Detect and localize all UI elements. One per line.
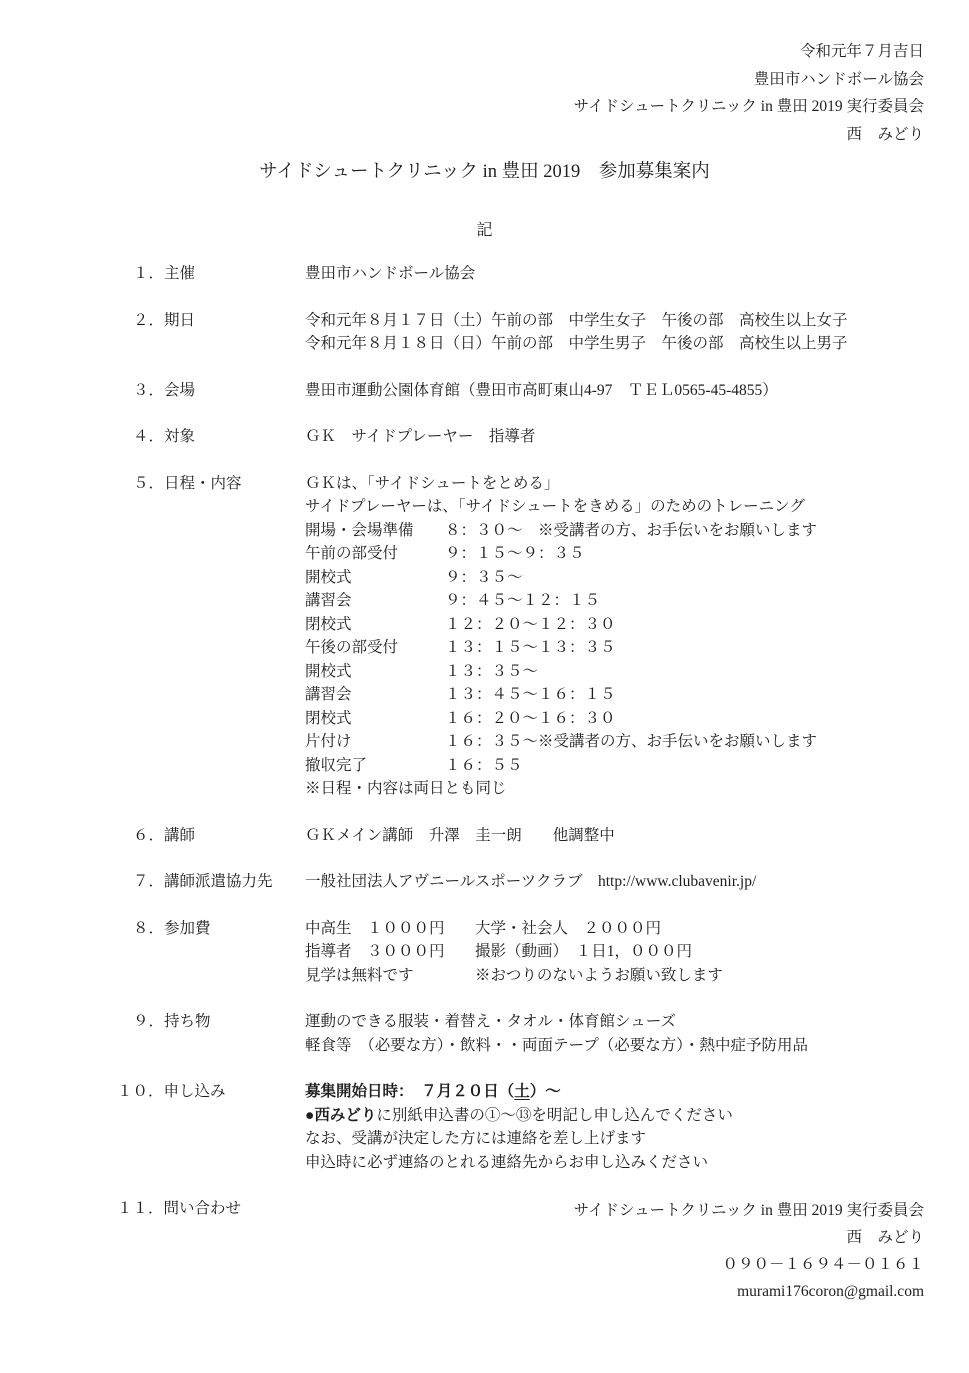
item-number: ７． — [133, 873, 165, 890]
schedule-time: ９：４５～１２：１５ — [445, 592, 601, 609]
schedule-activity: 閉校式 — [305, 709, 352, 727]
item-belongings — [0, 1010, 969, 1057]
schedule-row — [305, 636, 969, 660]
schedule-time: １３：１５～１３：３５ — [445, 639, 616, 656]
item-venue — [0, 379, 969, 403]
item-target — [0, 425, 969, 449]
committee-line: サイドシュートクリニック in 豊田 2019 実行委員会 — [573, 98, 924, 115]
schedule-activity: 閉校式 — [305, 615, 352, 633]
schedule-row — [305, 660, 969, 684]
fee-row — [305, 940, 969, 964]
section-marker-ki: 記 — [476, 222, 493, 239]
schedule-activity: 撤収完了 — [305, 756, 368, 774]
website-url: http://www.clubavenir.jp/ — [597, 873, 757, 890]
fee-coaches: 指導者 ３０００円 — [305, 943, 445, 960]
dates-line-1: 令和元年８月１７日（土）午前の部 中学生女子 午後の部 高校生以上女子 — [305, 311, 848, 329]
item-label: 対象 — [164, 428, 196, 445]
item-label: 参加費 — [164, 919, 211, 937]
schedule-row — [305, 754, 969, 778]
item-label: 主催 — [164, 265, 196, 282]
item-number: ２． — [133, 311, 165, 329]
schedule-time: ８：３０～ ※受講者の方、お手伝いをお願いします — [445, 521, 818, 539]
item-number: ８． — [133, 919, 165, 937]
fee-students: 中高生 １０００円 — [305, 919, 445, 937]
item-number: ６． — [133, 826, 165, 844]
schedule-activity: 午後の部受付 — [305, 639, 399, 656]
venue-value: 豊田市運動公園体育館（豊田市高町東山4-97 ＴＥＬ0565-45-4855） — [305, 381, 778, 399]
schedule-time: １２：２０～１２：３０ — [445, 615, 616, 633]
schedule-activity: 開場・会場準備 — [305, 521, 414, 539]
schedule-time: １３：４５～１６：１５ — [445, 686, 616, 703]
item-label: 講師派遣協力先 — [164, 873, 273, 890]
item-label: 講師 — [164, 826, 196, 844]
belongings-line-2: 軽食等 （必要な方）・飲料・・両面テープ（必要な方）・熱中症予防用品 — [305, 1036, 808, 1054]
schedule-time: ９：１５～９：３５ — [445, 545, 585, 562]
item-number: ９． — [133, 1013, 165, 1030]
fee-video: 撮影（動画） １日1，０００円 — [475, 943, 693, 960]
sender-block — [574, 38, 924, 148]
cooperation-org: 一般社団法人アヴニールスポーツクラブ — [305, 873, 583, 890]
application-start-line: 募集開始日時： ７月２０日（土）～ — [305, 1083, 561, 1100]
item-number: １． — [133, 265, 165, 282]
fee-change-note: ※おつりのないようお願い致します — [475, 966, 723, 984]
target-value: ＧＫ サイドプレーヤー 指導者 — [305, 428, 536, 445]
item-number: １１． — [117, 1200, 164, 1217]
organization-line: 豊田市ハンドボール協会 — [753, 70, 924, 88]
item-cooperation — [0, 870, 969, 894]
fee-spectators: 見学は無料です — [305, 966, 414, 984]
item-number: ５． — [133, 474, 165, 492]
schedule-time: １６：５５ — [445, 756, 523, 774]
schedule-row — [305, 589, 969, 613]
item-label: 持ち物 — [164, 1013, 211, 1030]
item-number: ３． — [133, 381, 165, 399]
application-note-2: 申込時に必ず連絡のとれる連絡先からお申し込みください — [305, 1153, 709, 1171]
contact-phone: ０９０－１６９４－０１６１ — [722, 1256, 924, 1273]
schedule-time: １６：２０～１６：３０ — [445, 709, 616, 727]
schedule-time: ９：３５～ — [445, 568, 523, 586]
schedule-activity: 開校式 — [305, 662, 352, 680]
fee-adults: 大学・社会人 ２０００円 — [475, 919, 662, 937]
schedule-row — [305, 542, 969, 566]
schedule-activity: 開校式 — [305, 568, 352, 586]
instructors-value: ＧＫメイン講師 升澤 圭一朗 他調整中 — [305, 826, 615, 844]
sender-name: 西 みどり — [846, 125, 924, 143]
item-host — [0, 262, 969, 286]
item-label: 問い合わせ — [163, 1200, 242, 1217]
schedule-time: １３：３５～ — [445, 662, 539, 680]
belongings-line-1: 運動のできる服装・着替え・タオル・体育館シューズ — [305, 1013, 676, 1030]
item-fees — [0, 917, 969, 988]
item-label: 会場 — [164, 381, 196, 399]
schedule-row — [305, 730, 969, 754]
item-application — [0, 1080, 969, 1174]
item-label: 日程・内容 — [164, 474, 242, 492]
start-day-underlined: 土 — [514, 1083, 530, 1100]
schedule-row — [305, 707, 969, 731]
schedule-note: ※日程・内容は両日とも同じ — [305, 780, 507, 797]
schedule-activity: 講習会 — [305, 686, 352, 703]
item-number: ４． — [133, 428, 165, 445]
schedule-row — [305, 566, 969, 590]
item-instructors — [0, 824, 969, 848]
schedule-intro-gk: ＧＫは、「サイドシュートをとめる」 — [305, 474, 560, 492]
items-list — [0, 262, 969, 1328]
application-recipient: ●西みどり — [305, 1106, 377, 1124]
fee-row — [305, 917, 969, 941]
document-title: サイドシュートクリニック in 豊田 2019 参加募集案内 — [259, 162, 710, 182]
schedule-row — [305, 519, 969, 543]
schedule-time: １６：３５～※受講者の方、お手伝いをお願いします — [445, 733, 818, 750]
schedule-intro-player: サイドプレーヤーは、「サイドシュートをきめる」のためのトレーニング — [305, 498, 805, 515]
item-contact — [0, 1197, 969, 1305]
item-dates — [0, 309, 969, 356]
item-label: 期日 — [164, 311, 196, 329]
contact-person: 西 みどり — [846, 1229, 924, 1246]
date-line: 令和元年７月吉日 — [799, 43, 924, 60]
application-note-1: なお、受講が決定した方には連絡を差し上げます — [305, 1130, 647, 1147]
host-value: 豊田市ハンドボール協会 — [305, 265, 476, 282]
contact-committee: サイドシュートクリニック in 豊田 2019 実行委員会 — [573, 1202, 924, 1219]
schedule-row — [305, 613, 969, 637]
schedule-activity: 片付け — [305, 733, 352, 750]
fee-row — [305, 964, 969, 988]
item-label: 申し込み — [163, 1083, 226, 1100]
application-howto-line: ●西みどりに別紙申込書の①～⑬を明記し申し込んでください — [305, 1106, 733, 1124]
schedule-row — [305, 683, 969, 707]
contact-email: murami176coron@gmail.com — [737, 1283, 924, 1300]
schedule-activity: 講習会 — [305, 592, 352, 609]
item-number: １０． — [117, 1083, 164, 1100]
dates-line-2: 令和元年８月１８日（日）午前の部 中学生男子 午後の部 高校生以上男子 — [305, 335, 848, 352]
item-schedule — [0, 472, 969, 801]
schedule-activity: 午前の部受付 — [305, 545, 399, 562]
